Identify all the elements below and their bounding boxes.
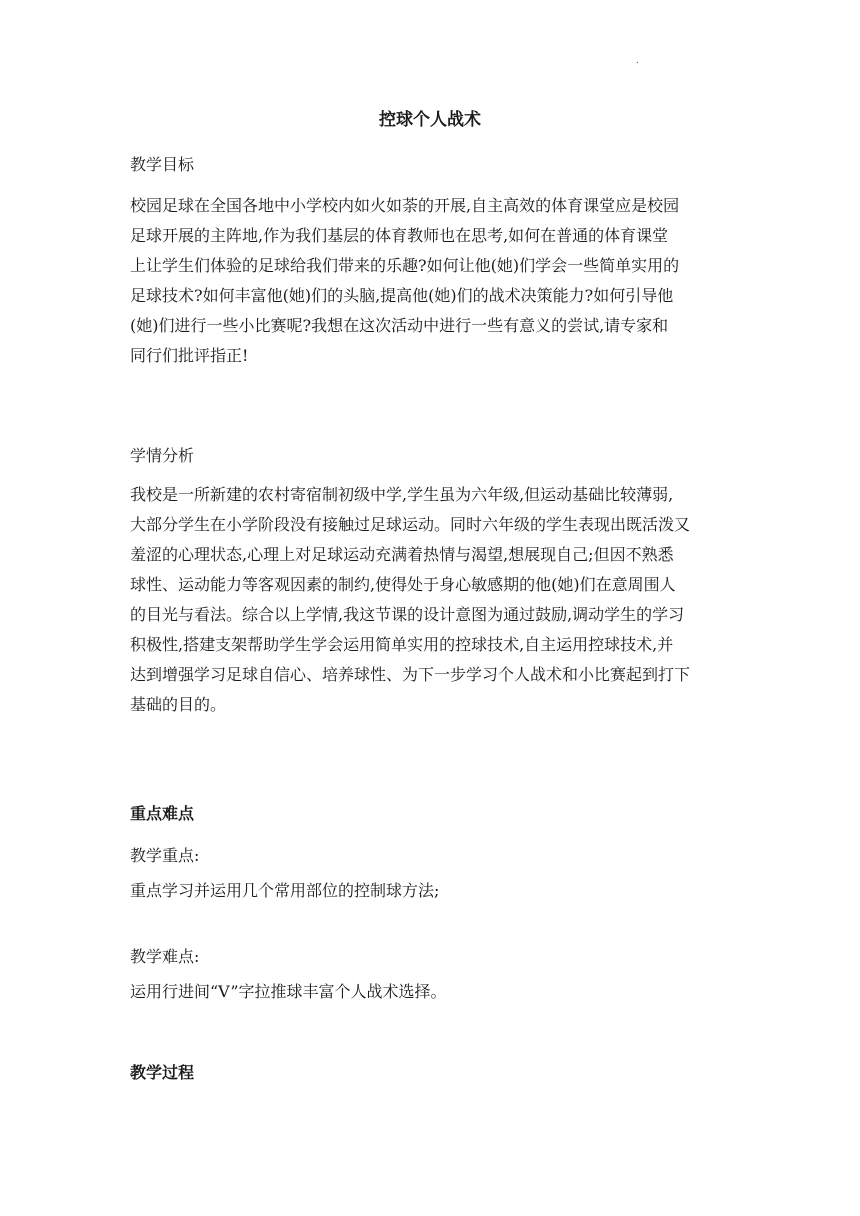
objectives-line: 校园足球在全国各地中小学校内如火如荼的开展,自主高效的体育课堂应是校园 xyxy=(130,196,680,215)
analysis-line: 大部分学生在小学阶段没有接触过足球运动。同时六年级的学生表现出既活泼又 xyxy=(130,515,691,534)
objectives-line: 上让学生们体验的足球给我们带来的乐趣?如何让他(她)们学会一些简单实用的 xyxy=(130,256,680,275)
document-title: 控球个人战术 xyxy=(379,110,481,130)
process-heading: 教学过程 xyxy=(130,1063,195,1082)
analysis-line: 达到增强学习足球自信心、培养球性、为下一步学习个人战术和小比赛起到打下 xyxy=(130,665,691,684)
objectives-heading: 教学目标 xyxy=(130,155,195,174)
analysis-line: 羞涩的心理状态,心理上对足球运动充满着热情与渴望,想展现自己;但因不熟悉 xyxy=(130,545,674,564)
analysis-heading: 学情分析 xyxy=(130,446,195,465)
analysis-line: 基础的目的。 xyxy=(130,695,227,714)
difficult-point-text: 运用行进间“V”字拉推球丰富个人战术选择。 xyxy=(130,982,447,1001)
analysis-line: 球性、运动能力等客观因素的制约,使得处于身心敏感期的他(她)们在意周围人 xyxy=(130,575,676,594)
objectives-line: 足球技术?如何丰富他(她)们的头脑,提高他(她)们的战术决策能力?如何引导他 xyxy=(130,286,674,305)
objectives-line: 足球开展的主阵地,作为我们基层的体育教师也在思考,如何在普通的体育课堂 xyxy=(130,226,669,245)
difficult-point-label: 教学难点: xyxy=(130,947,200,966)
key-point-label: 教学重点: xyxy=(130,846,200,865)
analysis-line: 我校是一所新建的农村寄宿制初级中学,学生虽为六年级,但运动基础比较薄弱, xyxy=(130,485,674,504)
analysis-line: 的目光与看法。综合以上学情,我这节课的设计意图为通过鼓励,调动学生的学习 xyxy=(130,605,685,624)
header-mark: . xyxy=(636,56,639,66)
objectives-paragraph xyxy=(130,191,734,371)
analysis-paragraph xyxy=(130,480,734,720)
key-point-text: 重点学习并运用几个常用部位的控制球方法; xyxy=(130,881,440,900)
objectives-line: 同行们批评指正! xyxy=(130,346,249,365)
analysis-line: 积极性,搭建支架帮助学生学会运用简单实用的控球技术,自主运用控球技术,并 xyxy=(130,635,674,654)
keypoints-heading: 重点难点 xyxy=(130,804,195,823)
objectives-line: (她)们进行一些小比赛呢?我想在这次活动中进行一些有意义的尝试,请专家和 xyxy=(130,316,669,335)
